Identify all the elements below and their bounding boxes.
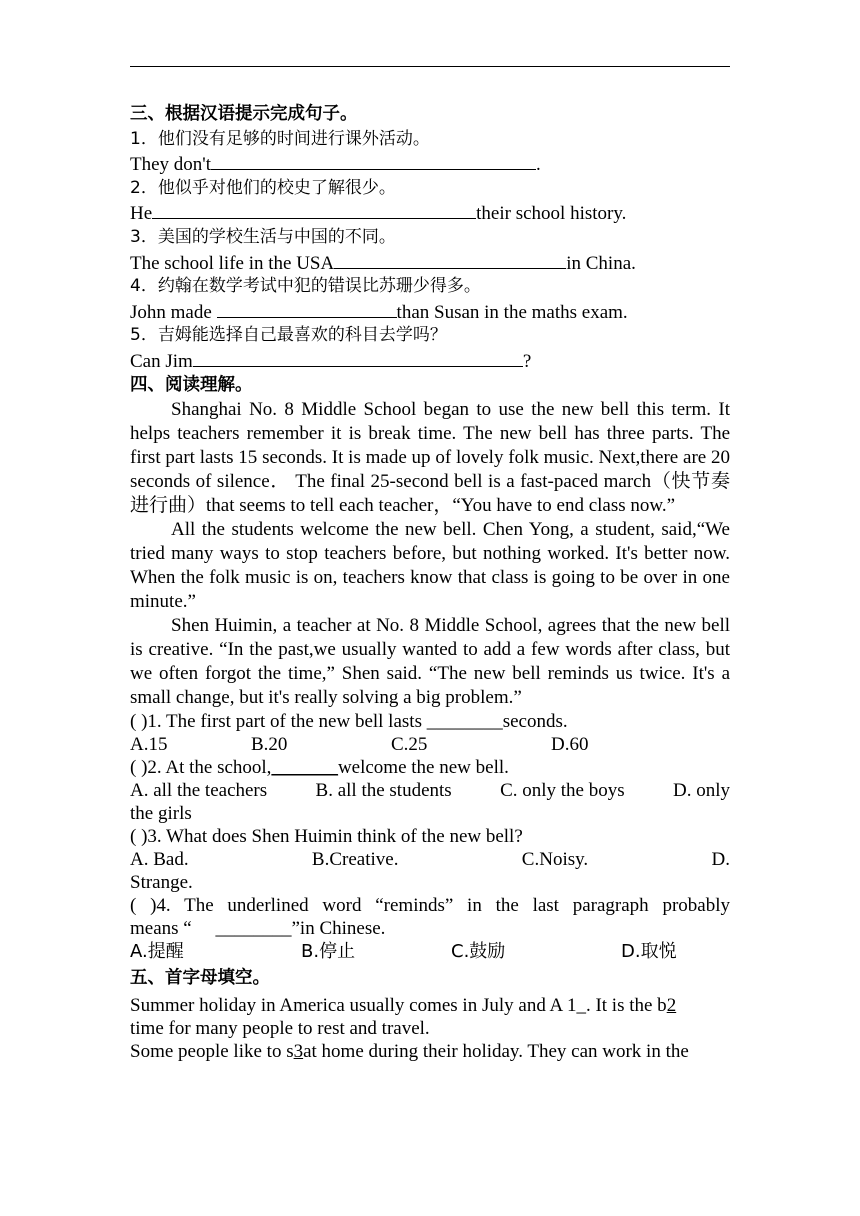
q2-option-c[interactable]: C. only the boys [500,780,625,802]
q4-option-d[interactable]: D.取悦 [621,941,677,963]
s3-item2-pre: He [130,203,153,225]
s3-item5-pre: Can Jim [130,350,193,372]
q2-option-d[interactable]: D. only [673,780,730,802]
q2-option-a[interactable]: A. all the teachers [130,780,268,802]
q3-option-c[interactable]: C.Noisy. [521,849,589,871]
q1-options [130,733,730,756]
q4-option-c[interactable]: C.鼓励 [451,941,506,963]
q2-post: welcome the new bell. [337,757,509,779]
q2-blank[interactable]: _______ [271,757,338,779]
question-4-line1: ( )4. The underlined word “reminds” in the last paragraph probably [130,895,730,917]
q4-blank[interactable]: ________ [215,918,292,940]
s3-item3-pre: The school life in the USA [130,252,335,274]
s3-item1-blank[interactable] [211,151,536,170]
s3-item2-chinese: 2．他似乎对他们的校史了解很少。 [130,177,396,198]
q1-post: seconds. [502,711,568,733]
s3-item3-post: in China. [566,252,636,274]
cloze-blank-3[interactable]: 3 [293,1040,304,1062]
question-3: ( )3. What does Shen Huimin think of the new bell? [130,826,523,848]
cloze-blank-2[interactable]: 2 [666,994,677,1016]
s3-item5-post: ? [522,350,532,372]
s3-item1-sentence [130,151,730,176]
q3-option-d[interactable]: D. [711,849,730,871]
s3-item5-blank[interactable] [193,348,523,367]
question-4-line2 [130,917,730,940]
s3-item4-post: than Susan in the maths exam. [396,301,628,323]
q4-post: ”in Chinese. [291,918,386,940]
s3-item4-chinese: 4．约翰在数学考试中犯的错误比苏珊少得多。 [130,276,481,297]
q2-options [130,779,730,802]
cloze-line-1 [130,994,730,1017]
cloze-line3-post: at home during their holiday. They can work in the [303,1040,689,1062]
q3-option-d-continued: Strange. [130,872,193,894]
q1-stem: ( )1. The first part of the new bell lasts [130,711,427,733]
q4-options [130,940,730,963]
s3-item3-blank[interactable] [334,250,566,269]
q4-means: means “ [130,918,216,940]
s3-item2-sentence [130,200,730,225]
q1-option-d[interactable]: D.60 [551,734,589,756]
question-2 [130,756,730,779]
q2-stem: ( )2. At the school, [130,757,272,779]
q1-option-b[interactable]: B.20 [251,734,288,756]
cloze-line3-pre: Some people like to s [130,1040,294,1062]
q1-option-c[interactable]: C.25 [391,734,428,756]
section3-heading: 三、根据汉语提示完成句子。 [130,104,358,124]
q1-blank[interactable]: ________ [426,711,503,733]
s3-item1-chinese: 1．他们没有足够的时间进行课外活动。 [130,128,430,149]
s3-item3-chinese: 3．美国的学校生活与中国的不同。 [130,226,396,247]
cloze-line-2: time for many people to rest and travel. [130,1017,430,1039]
worksheet-content [130,102,730,1063]
q4-option-b[interactable]: B.停止 [301,941,356,963]
header-rule [130,66,730,67]
s3-item3-sentence [130,250,730,275]
q3-option-b[interactable]: B.Creative. [311,849,399,871]
cloze-line-3 [130,1040,730,1063]
q3-option-a[interactable]: A. Bad. [130,849,189,871]
section5-heading: 五、首字母填空。 [130,968,270,989]
cloze-line1-text: Summer holiday in America usually comes in July and A 1_. It is the b [130,994,667,1016]
section4-heading: 四、阅读理解。 [130,374,253,395]
s3-item5-chinese: 5．吉姆能选择自己最喜欢的科目去学吗？ [130,325,447,346]
s3-item4-blank[interactable] [217,299,397,318]
q1-option-a[interactable]: A.15 [130,734,168,756]
q2-option-b[interactable]: B. all the students [315,780,452,802]
s3-item4-pre: John made [130,301,217,323]
s3-item2-post: their school history. [476,203,627,225]
s3-item1-pre: They don't [130,154,211,176]
q2-option-d-continued: the girls [130,803,192,825]
passage-paragraph-3: Shen Huimin, a teacher at No. 8 Middle School, agrees that the new bell is creative. “In the past,we usually wanted to add a few words after class, but we often forgot the time,” Shen said. “The new bell reminds us twice. It's a small change, but it's really solving a big problem.” [130,615,730,709]
passage-paragraph-2: All the students welcome the new bell. Chen Yong, a student, said,“We tried many ways to stop teachers before, but nothing worked. It's better now. When the folk music is on, teachers know that class is going to be over in one minute.” [130,519,730,613]
q4-option-a[interactable]: A.提醒 [130,941,184,963]
s3-item2-blank[interactable] [152,200,476,219]
passage-paragraph-1: Shanghai No. 8 Middle School began to use the new bell this term. It helps teachers remember it is break time. The new bell has three parts. The first part lasts 15 seconds. It is made up of lovely folk music. Next,there are 20 seconds of silence． The final 25-second bell is a fast-paced march（快节奏进行曲）that seems to tell each teacher，“You have to end class now.” [130,399,730,517]
s3-item4-sentence [130,299,730,324]
question-1 [130,710,730,733]
s3-item1-post: . [536,154,541,176]
s3-item5-sentence [130,348,730,373]
q3-options [130,848,730,871]
